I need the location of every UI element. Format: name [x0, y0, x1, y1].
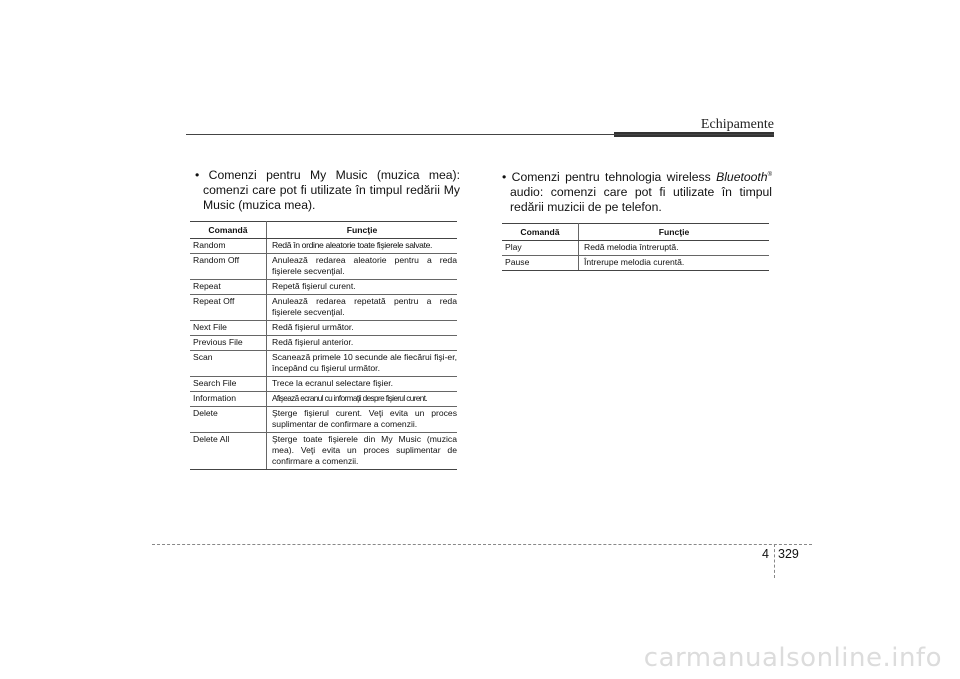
- table-row: [502, 256, 769, 271]
- function-cell: Redă fişierul următor.: [267, 321, 458, 336]
- command-cell: Search File: [190, 377, 267, 392]
- my-music-section: [190, 168, 460, 470]
- function-cell: Întrerupe melodia curentă.: [579, 256, 770, 271]
- page-number: 329: [778, 547, 799, 561]
- command-cell: Repeat Off: [190, 295, 267, 321]
- header-rule: [186, 134, 774, 135]
- command-cell: Random Off: [190, 254, 267, 280]
- bluetooth-audio-section: [497, 168, 772, 271]
- footer-dashed-divider: [774, 544, 775, 578]
- command-cell: Previous File: [190, 336, 267, 351]
- function-cell: Redă în ordine aleatorie toate fişierele salvate.: [267, 239, 458, 254]
- command-cell: Delete: [190, 407, 267, 433]
- command-cell: Random: [190, 239, 267, 254]
- table-row: [190, 407, 457, 433]
- function-cell: Şterge toate fişierele din My Music (muzica mea). Veţi evita un proces suplimentar de confirmare a comenzii.: [267, 433, 458, 470]
- column-header-command: Comandă: [190, 222, 267, 239]
- bluetooth-command-table: [502, 223, 769, 271]
- section-title: Echipamente: [700, 117, 774, 132]
- bluetooth-intro: • Comenzi pentru tehnologia wireless Bluetooth® audio: comenzi care pot fi utilizate în timpul redării muzicii de pe telefon.: [502, 170, 772, 215]
- function-cell: Anulează redarea aleatorie pentru a reda fişierele secvenţial.: [267, 254, 458, 280]
- bluetooth-brand: Bluetooth: [716, 170, 768, 185]
- function-cell: Şterge fişierul curent. Veţi evita un proces suplimentar de confirmare a comenzii.: [267, 407, 458, 433]
- my-music-intro: • Comenzi pentru My Music (muzica mea): comenzi care pot fi utilizate în timpul redării My Music (muzica mea).: [195, 168, 461, 212]
- command-cell: Next File: [190, 321, 267, 336]
- table-row: [190, 254, 457, 280]
- command-cell: Pause: [502, 256, 579, 271]
- function-cell: Trece la ecranul selectare fişier.: [267, 377, 458, 392]
- my-music-intro-text: Comenzi pentru My Music (muzica mea): comenzi care pot fi utilizate în timpul redării My Music (muzica mea).: [203, 168, 461, 212]
- command-cell: Delete All: [190, 433, 267, 470]
- function-cell: Anulează redarea repetată pentru a reda fişierele secvenţial.: [267, 295, 458, 321]
- table-row: [190, 295, 457, 321]
- bluetooth-intro-text: Comenzi pentru tehnologia wireless: [511, 170, 717, 185]
- registered-mark: ®: [767, 172, 772, 178]
- function-cell: Repetă fişierul curent.: [267, 280, 458, 295]
- table-row: [502, 241, 769, 256]
- watermark: carmanualsonline.info: [643, 643, 942, 673]
- column-header-function: Funcţie: [579, 224, 770, 241]
- column-header-command: Comandă: [502, 224, 579, 241]
- table-row: [190, 351, 457, 377]
- command-cell: Information: [190, 392, 267, 407]
- column-header-function: Funcţie: [267, 222, 458, 239]
- table-row: [190, 433, 457, 470]
- table-row: [190, 239, 457, 254]
- command-cell: Play: [502, 241, 579, 256]
- function-cell: Afişează ecranul cu informaţii despre fişierul curent.: [267, 392, 458, 407]
- chapter-number: 4: [762, 547, 769, 561]
- table-row: [190, 336, 457, 351]
- table-row: [190, 392, 457, 407]
- bluetooth-intro-text-end: audio: comenzi care pot fi utilizate în timpul redării muzicii de pe telefon.: [510, 185, 772, 215]
- table-row: [190, 280, 457, 295]
- my-music-command-table: [190, 221, 457, 470]
- table-row: [190, 377, 457, 392]
- table-row: [190, 321, 457, 336]
- function-cell: Scanează primele 10 secunde ale fiecărui fişi-er, începând cu fişierul următor.: [267, 351, 458, 377]
- footer-dashed-rule: [152, 544, 812, 545]
- command-cell: Repeat: [190, 280, 267, 295]
- function-cell: Redă melodia întreruptă.: [579, 241, 770, 256]
- function-cell: Redă fişierul anterior.: [267, 336, 458, 351]
- command-cell: Scan: [190, 351, 267, 377]
